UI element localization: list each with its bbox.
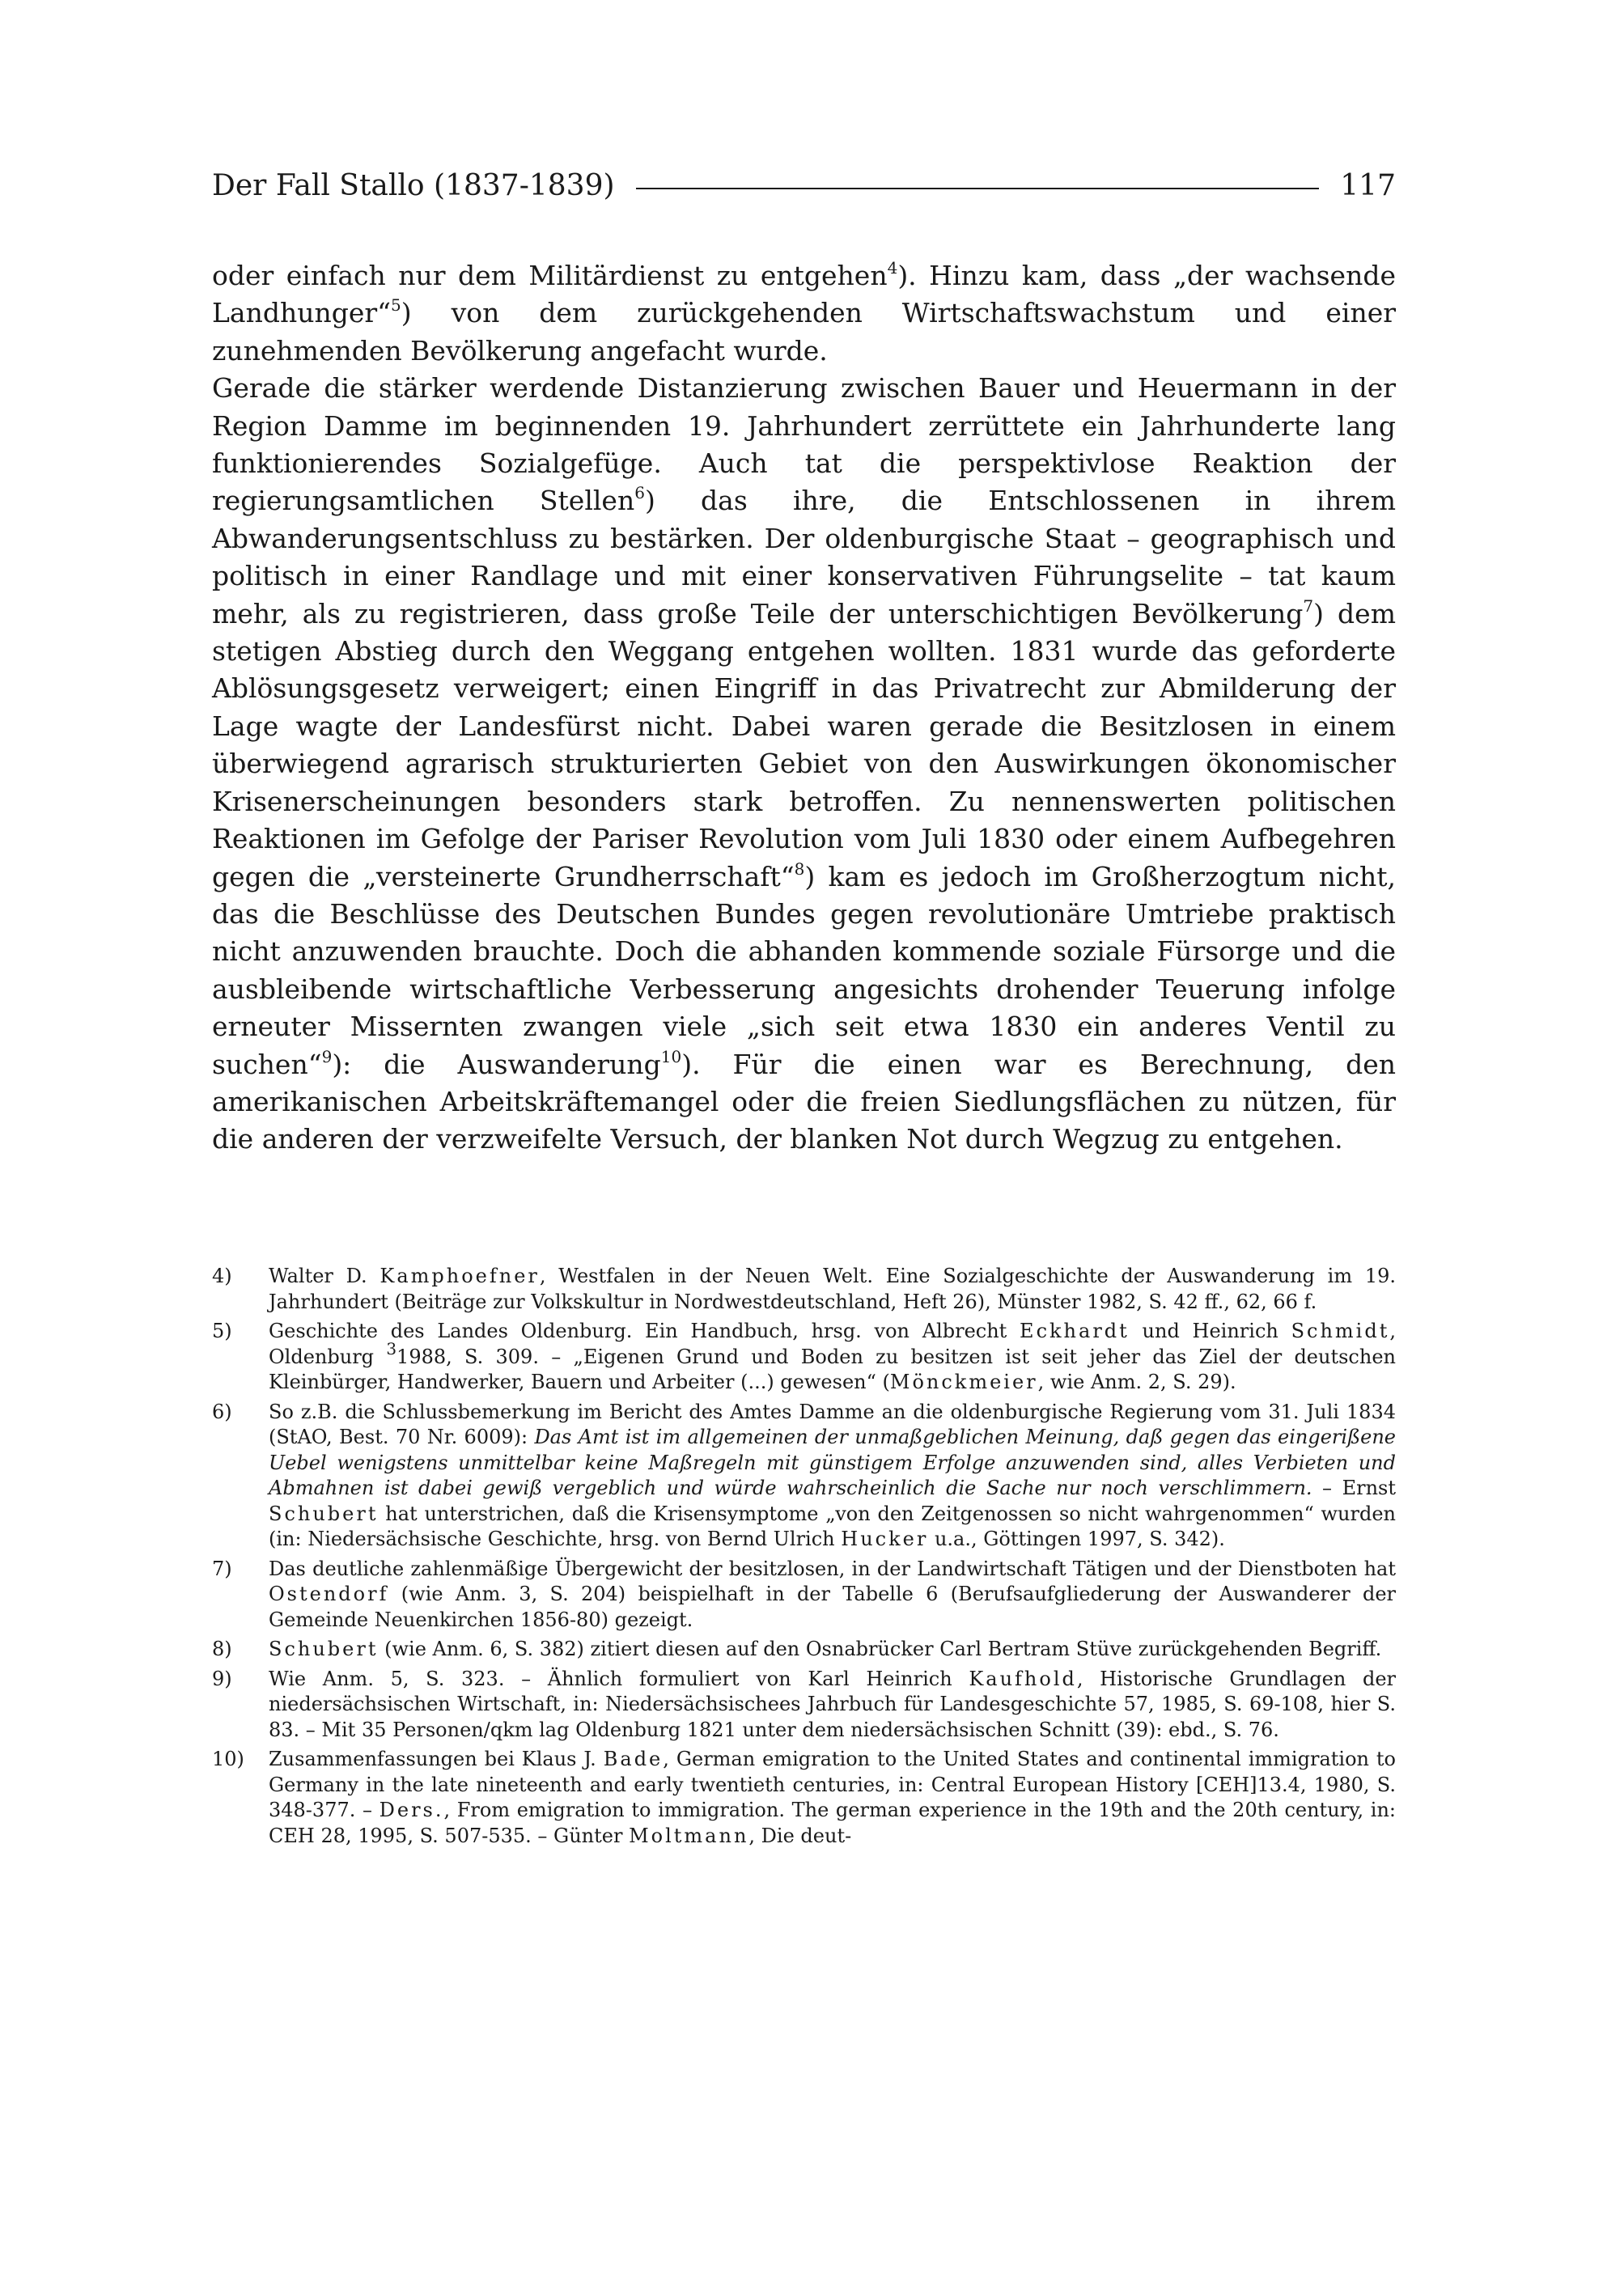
text-run: So z.B. die Schlussbemerkung im Bericht des Amtes Damme an die oldenburgische Regierung vom 31. Juli 1834 (StAO, Best. 70 Nr. 6009): <box>269 1400 1396 1448</box>
footnote-text <box>269 1747 1396 1849</box>
footnote-number: 10) <box>212 1748 244 1770</box>
author-name: Hucker <box>841 1528 929 1550</box>
text-run: (wie Anm. 3, S. 204) beispielhaft in der Tabelle 6 (Berufsaufgliederung der Auswanderer der Gemeinde Neuenkirchen 1856-80) gezeigt. <box>269 1583 1396 1631</box>
author-name: Schubert <box>269 1502 379 1525</box>
footnotes <box>212 1264 1396 1853</box>
footnote-number: 7) <box>212 1557 232 1580</box>
author-name: Mönckmeier <box>889 1371 1038 1393</box>
paragraph-2 <box>212 370 1396 1159</box>
footnote-5 <box>212 1319 1396 1396</box>
footnote-text <box>269 1637 1396 1663</box>
text-run: , Die deut- <box>748 1824 852 1847</box>
text-run: Wie Anm. 5, S. 323. – Ähnlich formuliert von Karl Heinrich <box>269 1667 969 1690</box>
text-run: Gerade die stärker werdende Distanzierung zwischen Bauer und Heuermann in der Region Damme im beginnenden 19. Jahrhundert zerrüttete ein Jahrhunderte lang funktionierendes Sozialgefüge. Auch tat die perspektivlose Reaktion der regierungsamtlichen Stellen <box>212 372 1396 517</box>
footnote-6 <box>212 1400 1396 1553</box>
footnote-text <box>269 1264 1396 1315</box>
text-run: u.a., Göttingen 1997, S. 342). <box>928 1528 1225 1550</box>
author-name: Schmidt <box>1291 1320 1390 1342</box>
paragraph-1 <box>212 257 1396 370</box>
text-run: , German emigration to the United States and continental immigration to Germany in the late nineteenth and early twentieth centuries, in: Central European History [CEH]13.4, 1980, S. 348-377. – <box>269 1748 1397 1821</box>
footnote-7 <box>212 1557 1396 1634</box>
text-run: ) dem stetigen Abstieg durch den Weggang entgehen wollten. 1831 wurde das geforderte Ablösungsgesetz verweigert; einen Eingriff in das Privatrecht zur Abmilderung der Lage wagte der Landesfürst nicht. Dabei waren gerade die Besitzlosen in einem überwiegend agrarisch strukturierten Gebiet von den Auswirkungen ökonomischer Krisenerscheinungen besonders stark betroffen. Zu nennenswerten politischen Reaktionen im Gefolge der Pariser Revolution vom Juli 1830 oder einem Aufbegehren gegen die „versteinerte Grundherrschaft“ <box>212 597 1396 892</box>
footnote-ref-10: 10 <box>660 1046 682 1066</box>
author-name: Moltmann <box>629 1824 749 1847</box>
footnote-10 <box>212 1747 1396 1849</box>
text-run: Geschichte des Landes Oldenburg. Ein Handbuch, hrsg. von Albrecht <box>269 1320 1020 1342</box>
footnote-ref-8: 8 <box>794 858 805 879</box>
text-run: ) kam es jedoch im Großherzogtum nicht, das die Beschlüsse des Deutschen Bundes gegen revolutionäre Umtriebe praktisch nicht anzuwenden brauchte. Doch die abhanden kommende soziale Fürsorge und die ausbleibende wirtschaftliche Verbesserung angesichts drohender Teuerung infolge erneuter Missernten zwangen viele „sich seit etwa 1830 ein anderes Ventil zu suchen“ <box>212 860 1396 1080</box>
text-run: , Westfalen in der Neuen Welt. Eine Sozialgeschichte der Auswanderung im 19. Jahrhundert (Beiträge zur Volkskultur in Nordwestdeutschland, Heft 26), Münster 1982, S. 42 ff., 62, 66 f. <box>269 1265 1396 1313</box>
author-name: Ostendorf <box>269 1583 389 1605</box>
author-name: Kamphoefner <box>379 1265 540 1287</box>
footnote-number: 8) <box>212 1638 232 1660</box>
text-run: – Ernst <box>1312 1477 1396 1499</box>
author-name: Ders. <box>379 1799 444 1821</box>
text-run: , Historische Grundlagen der niedersächsischen Wirtschaft, in: Niedersächsischees Jahrbuch für Landesgeschichte 57, 1985, S. 69-108, hier S. 83. – Mit 35 Personen/qkm lag Oldenburg 1821 unter dem niedersächsischen Schnitt (39): ebd., S. 76. <box>269 1667 1396 1741</box>
footnote-number: 5) <box>212 1320 232 1342</box>
text-run: ). Hinzu kam, dass „der wachsende Landhunger“ <box>212 260 1396 329</box>
edition-superscript: 3 <box>386 1338 397 1358</box>
footnote-text <box>269 1400 1396 1553</box>
italic-quote: Das Amt ist im allgemeinen der unmaßgeblichen Meinung, daß gegen das eingerißene Uebel wenigstens unmittelbar keine Maßregeln mit günstigem Erfolge anzuwenden sind, alles Verbieten und Abmahnen ist dabei gewiß vergeblich und würde wahrscheinlich die Sache nur noch verschlimmern. <box>269 1426 1396 1499</box>
text-run: , From emigration to immigration. The german experience in the 19th and the 20th century, in: CEH 28, 1995, S. 507-535. – Günter <box>269 1799 1396 1847</box>
text-run: Zusammenfassungen bei Klaus J. <box>269 1748 604 1770</box>
text-run: und Heinrich <box>1129 1320 1291 1342</box>
text-run: hat unterstrichen, daß die Krisensymptome „von den Zeitgenossen so nicht wahrgenommen“ wurden (in: Niedersächsische Geschichte, hrsg. von Bernd Ulrich <box>269 1502 1396 1550</box>
footnote-9 <box>212 1667 1396 1744</box>
footnote-ref-7: 7 <box>1303 596 1314 616</box>
author-name: Schubert <box>269 1638 379 1660</box>
footnote-ref-6: 6 <box>634 483 645 503</box>
main-text <box>212 257 1396 1159</box>
text-run: Walter D. <box>269 1265 380 1287</box>
author-name: Bade <box>603 1748 664 1770</box>
footnote-number: 6) <box>212 1400 232 1423</box>
text-run: ) von dem zurückgehenden Wirtschaftswachstum und einer zunehmenden Bevölkerung angefacht wurde. <box>212 297 1396 367</box>
footnote-ref-4: 4 <box>887 258 898 278</box>
footnote-ref-5: 5 <box>391 295 401 316</box>
footnote-8 <box>212 1637 1396 1663</box>
text-run: ). Für die einen war es Berechnung, den amerikanischen Arbeitskräftemangel oder die freien Siedlungsflächen zu nützen, für die anderen der verzweifelte Versuch, der blanken Not durch Wegzug zu entgehen. <box>212 1048 1396 1155</box>
text-run: ) das ihre, die Entschlossenen in ihrem Abwanderungsentschluss zu bestärken. Der oldenburgische Staat – geographisch und politisch in einer Randlage und mit einer konservativen Führungselite – tat kaum mehr, als zu registrieren, dass große Teile der unterschichtigen Bevölkerung <box>212 485 1396 629</box>
text-run: 1988, S. 309. – „Eigenen Grund und Boden zu besitzen ist seit jeher das Ziel der deutschen Kleinbürger, Handwerker, Bauern und Arbeiter (...) gewesen“ ( <box>269 1345 1396 1393</box>
running-title: Der Fall Stallo (1837-1839) <box>212 169 615 202</box>
text-run: oder einfach nur dem Militärdienst zu entgehen <box>212 260 888 291</box>
text-run: , wie Anm. 2, S. 29). <box>1037 1371 1236 1393</box>
footnote-text <box>269 1557 1396 1634</box>
footnote-text <box>269 1667 1396 1744</box>
footnote-number: 4) <box>212 1265 232 1287</box>
footnote-text <box>269 1319 1396 1396</box>
running-header <box>212 162 1396 210</box>
header-rule <box>636 188 1320 189</box>
text-run: , Oldenburg <box>269 1320 1396 1368</box>
footnote-number: 9) <box>212 1667 232 1690</box>
author-name: Kaufhold <box>969 1667 1077 1690</box>
footnote-4 <box>212 1264 1396 1315</box>
text-run: Das deutliche zahlenmäßige Übergewicht der besitzlosen, in der Landwirtschaft Tätigen und der Dienstboten hat <box>269 1557 1396 1580</box>
text-run: ): die Auswanderung <box>332 1048 661 1080</box>
text-run: (wie Anm. 6, S. 382) zitiert diesen auf den Osnabrücker Carl Bertram Stüve zurückgehenden Begriff. <box>378 1638 1382 1660</box>
footnote-ref-9: 9 <box>321 1046 333 1066</box>
page-number: 117 <box>1340 169 1396 202</box>
author-name: Eckhardt <box>1020 1320 1130 1342</box>
